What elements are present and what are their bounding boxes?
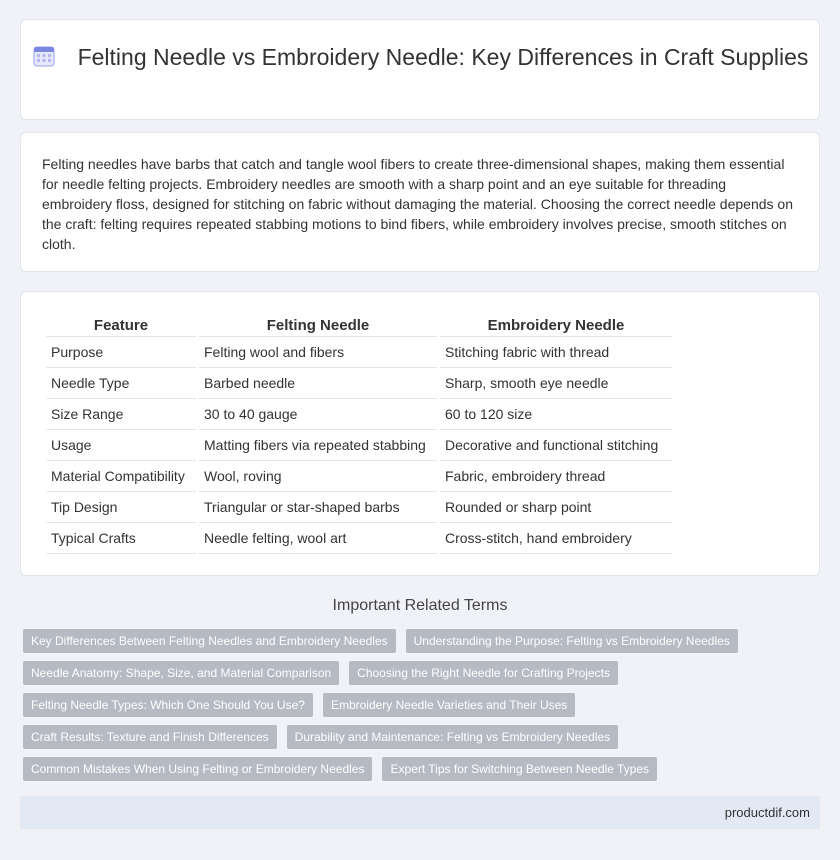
table-cell: Matting fibers via repeated stabbing xyxy=(199,430,437,461)
intro-card xyxy=(20,132,820,272)
page-title-wrap xyxy=(21,42,819,72)
table-row xyxy=(46,492,672,523)
comparison-card xyxy=(20,291,820,576)
table-cell: Fabric, embroidery thread xyxy=(440,461,672,492)
table-cell: Tip Design xyxy=(46,492,196,523)
related-term-tag[interactable]: Needle Anatomy: Shape, Size, and Material Comparison xyxy=(23,661,339,685)
table-cell: Decorative and functional stitching xyxy=(440,430,672,461)
table-cell: Felting wool and fibers xyxy=(199,337,437,368)
related-term-tag[interactable]: Felting Needle Types: Which One Should You Use? xyxy=(23,693,313,717)
related-term-tag[interactable]: Understanding the Purpose: Felting vs Embroidery Needles xyxy=(406,629,738,653)
related-term-tag[interactable]: Common Mistakes When Using Felting or Embroidery Needles xyxy=(23,757,372,781)
related-term-tag[interactable]: Key Differences Between Felting Needles and Embroidery Needles xyxy=(23,629,396,653)
header-card xyxy=(20,19,820,120)
table-cell: Stitching fabric with thread xyxy=(440,337,672,368)
table-cell: Material Compatibility xyxy=(46,461,196,492)
table-cell: Triangular or star-shaped barbs xyxy=(199,492,437,523)
related-term-tag[interactable]: Craft Results: Texture and Finish Differences xyxy=(23,725,277,749)
related-term-tag[interactable]: Choosing the Right Needle for Crafting Projects xyxy=(349,661,618,685)
table-cell: Barbed needle xyxy=(199,368,437,399)
header-felting: Felting Needle xyxy=(199,315,437,337)
table-cell: 30 to 40 gauge xyxy=(199,399,437,430)
table-cell: Size Range xyxy=(46,399,196,430)
related-terms-title: Important Related Terms xyxy=(332,597,508,614)
table-row xyxy=(46,430,672,461)
table-row xyxy=(46,368,672,399)
table-cell: Cross-stitch, hand embroidery xyxy=(440,523,672,554)
footer-bar xyxy=(20,796,820,829)
table-cell: Wool, roving xyxy=(199,461,437,492)
header-feature: Feature xyxy=(46,315,196,337)
table-cell: Usage xyxy=(46,430,196,461)
related-term-tag[interactable]: Expert Tips for Switching Between Needle Types xyxy=(382,757,657,781)
table-cell: Purpose xyxy=(46,337,196,368)
table-cell: Needle Type xyxy=(46,368,196,399)
related-term-tag[interactable]: Durability and Maintenance: Felting vs Embroidery Needles xyxy=(287,725,619,749)
table-cell: 60 to 120 size xyxy=(440,399,672,430)
table-row xyxy=(46,337,672,368)
header-embroidery: Embroidery Needle xyxy=(440,315,672,337)
comparison-table xyxy=(43,315,675,554)
table-row xyxy=(46,523,672,554)
intro-text: Felting needles have barbs that catch and tangle wool fibers to create three-dimensional shapes, making them essential for needle felting projects. Embroidery needles are smooth with a sharp point and an eye suitable for threading embroidery floss, designed for stitching on fabric without damaging the material. Choosing the correct needle depends on the craft: felting requires repeated stabbing motions to bind fibers, while embroidery involves precise, smooth stitches on cloth. xyxy=(42,156,793,252)
calendar-icon xyxy=(32,44,56,68)
page-title: Felting Needle vs Embroidery Needle: Key Differences in Craft Supplies xyxy=(77,44,809,70)
table-cell: Rounded or sharp point xyxy=(440,492,672,523)
table-cell: Sharp, smooth eye needle xyxy=(440,368,672,399)
table-row xyxy=(46,461,672,492)
footer-site-link[interactable]: productdif.com xyxy=(724,805,810,820)
table-cell: Typical Crafts xyxy=(46,523,196,554)
table-row xyxy=(46,399,672,430)
table-cell: Needle felting, wool art xyxy=(199,523,437,554)
related-term-tag[interactable]: Embroidery Needle Varieties and Their Uses xyxy=(323,693,575,717)
table-header-row xyxy=(46,315,672,337)
related-terms-list xyxy=(23,629,823,789)
